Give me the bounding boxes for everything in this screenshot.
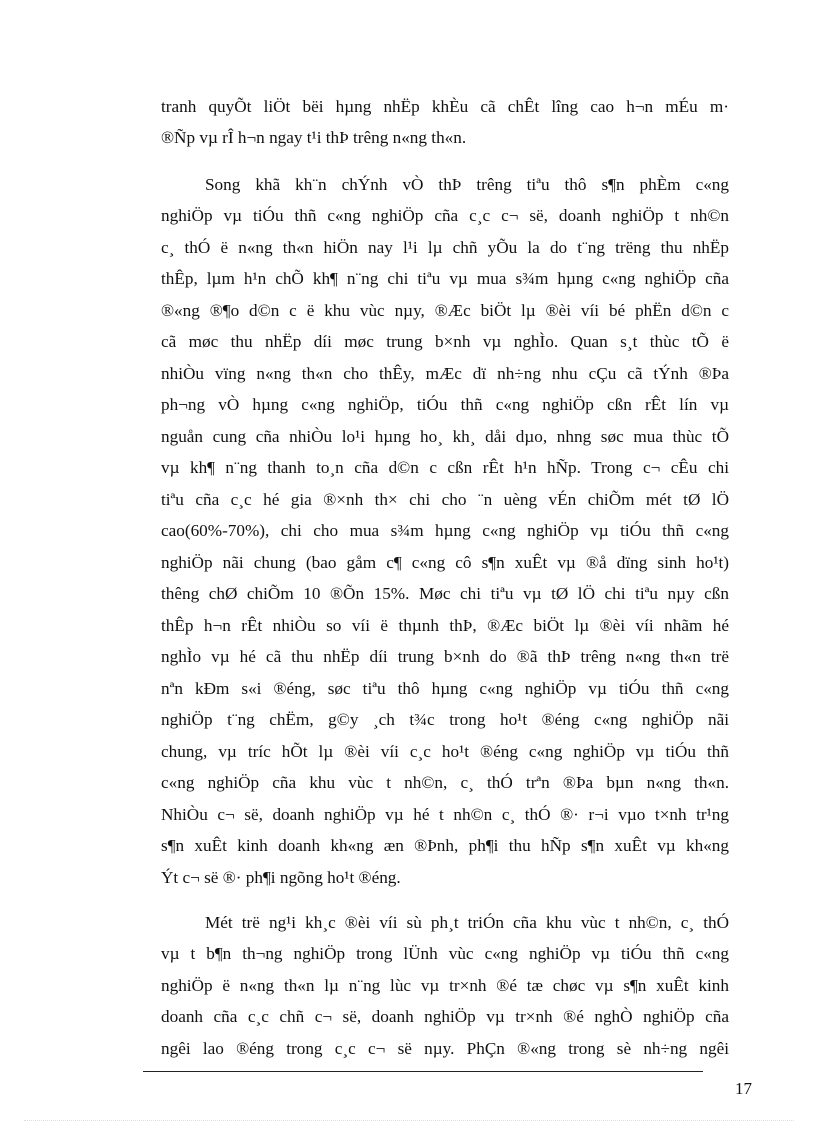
paragraph-2-line-7: nhiÒu vïng n«ng th«n cho thÊy, mÆc dï nh÷ng nhu cÇu cã tÝnh ®Þa <box>161 364 729 383</box>
paragraph-2-line-1: Song khã kh¨n chÝnh vÒ thÞ trêng tiªu thô s¶n phÈm c«ng <box>205 175 729 194</box>
paragraph-2-line-17: nªn kÐm s«i ®éng, søc tiªu thô hµng c«ng nghiÖp vµ tiÓu thñ c«ng <box>161 679 729 698</box>
paragraph-2-line-22: s¶n xuÊt kinh doanh kh«ng æn ®Þnh, ph¶i thu hÑp s¶n xuÊt vµ kh«ng <box>161 836 729 855</box>
footer-rule <box>143 1071 703 1072</box>
paragraph-1-line-1: tranh quyÕt liÖt bëi hµng nhËp khÈu cã chÊt lîng cao h¬n mÉu m· <box>161 97 729 116</box>
paragraph-2-line-2: nghiÖp vµ tiÓu thñ c«ng nghiÖp cña c¸c c¬ së, doanh nghiÖp t nh©n <box>161 206 729 225</box>
paragraph-3-line-2: vµ t b¶n th¬ng nghiÖp trong lÜnh vùc c«ng nghiÖp vµ tiÓu thñ c«ng <box>161 944 729 963</box>
paragraph-3-line-1: Mét trë ng¹i kh¸c ®èi víi sù ph¸t triÓn cña khu vùc t nh©n, c¸ thÓ <box>205 913 729 932</box>
paragraph-2-line-9: nguån cung cña nhiÒu lo¹i hµng ho¸ kh¸ dåi dµo, nhng søc mua thùc tÕ <box>161 427 729 446</box>
paragraph-3-line-4: doanh cña c¸c chñ c¬ së, doanh nghiÖp vµ tr×nh ®é nghÒ nghiÖp cña <box>161 1007 729 1026</box>
paragraph-2-line-3: c¸ thÓ ë n«ng th«n hiÖn nay l¹i lµ chñ yÕu la do t¨ng trëng thu nhËp <box>161 238 729 257</box>
paragraph-2-line-13: nghiÖp nãi chung (bao gåm c¶ c«ng cô s¶n xuÊt vµ ®å dïng sinh ho¹t) <box>161 553 729 572</box>
paragraph-3-line-3: nghiÖp ë n«ng th«n lµ n¨ng lùc vµ tr×nh ®é tæ chøc vµ s¶n xuÊt kinh <box>161 976 729 995</box>
paragraph-2-line-23: Ýt c¬ së ®· ph¶i ngõng ho¹t ®éng. <box>161 868 401 887</box>
paragraph-2-line-11: tiªu cña c¸c hé gia ®×nh th× chi cho ¨n uèng vÉn chiÕm mét tØ lÖ <box>161 490 729 509</box>
paragraph-2-line-18: nghiÖp t¨ng chËm, g©y ¸ch t¾c trong ho¹t ®éng c«ng nghiÖp nãi <box>161 710 729 729</box>
page-number: 17 <box>735 1079 752 1098</box>
paragraph-1-line-2: ®Ñp vµ rÎ h¬n ngay t¹i thÞ trêng n«ng th«n. <box>161 128 467 147</box>
paragraph-2-line-15: thÊp h¬n rÊt nhiÒu so víi ë thµnh thÞ, ®Æc biÖt lµ ®èi víi nhãm hé <box>161 616 729 635</box>
paragraph-2-line-10: vµ kh¶ n¨ng thanh to¸n cña d©n c cßn rÊt h¹n hÑp. Trong c¬ cÊu chi <box>161 458 729 477</box>
paragraph-3-line-5: ngêi lao ®éng trong c¸c c¬ së nµy. PhÇn ®«ng trong sè nh÷ng ngêi <box>161 1039 729 1058</box>
paragraph-2-line-8: ph¬ng vÒ hµng c«ng nghiÖp, tiÓu thñ c«ng nghiÖp cßn rÊt lín vµ <box>161 395 729 414</box>
paragraph-2-line-4: thÊp, lµm h¹n chÕ kh¶ n¨ng chi tiªu vµ mua s¾m hµng c«ng nghiÖp cña <box>161 269 729 288</box>
paragraph-2-line-19: chung, vµ tríc hÕt lµ ®èi víi c¸c ho¹t ®éng c«ng nghiÖp vµ tiÓu thñ <box>161 742 729 761</box>
paragraph-2-line-20: c«ng nghiÖp cña khu vùc t nh©n, c¸ thÓ trªn ®Þa bµn n«ng th«n. <box>161 773 729 792</box>
paragraph-2-line-5: ®«ng ®¶o d©n c ë khu vùc nµy, ®Æc biÖt lµ ®èi víi bé phËn d©n c <box>161 301 729 320</box>
paragraph-2-line-12: cao(60%-70%), chi cho mua s¾m hµng c«ng nghiÖp vµ tiÓu thñ c«ng <box>161 521 729 540</box>
page-bottom-border <box>24 1120 794 1121</box>
paragraph-2-line-6: cã møc thu nhËp díi møc trung b×nh vµ nghÌo. Quan s¸t thùc tÕ ë <box>161 332 729 351</box>
paragraph-2-line-16: nghÌo vµ hé cã thu nhËp díi trung b×nh do ®ã thÞ trêng n«ng th«n trë <box>161 647 729 666</box>
paragraph-2-line-14: thêng chØ chiÕm 10 ®Õn 15%. Møc chi tiªu vµ tØ lÖ chi tiªu nµy cßn <box>161 584 729 603</box>
paragraph-2-line-21: NhiÒu c¬ së, doanh nghiÖp vµ hé t nh©n c¸ thÓ ®· r¬i vµo t×nh tr¹ng <box>161 805 729 824</box>
